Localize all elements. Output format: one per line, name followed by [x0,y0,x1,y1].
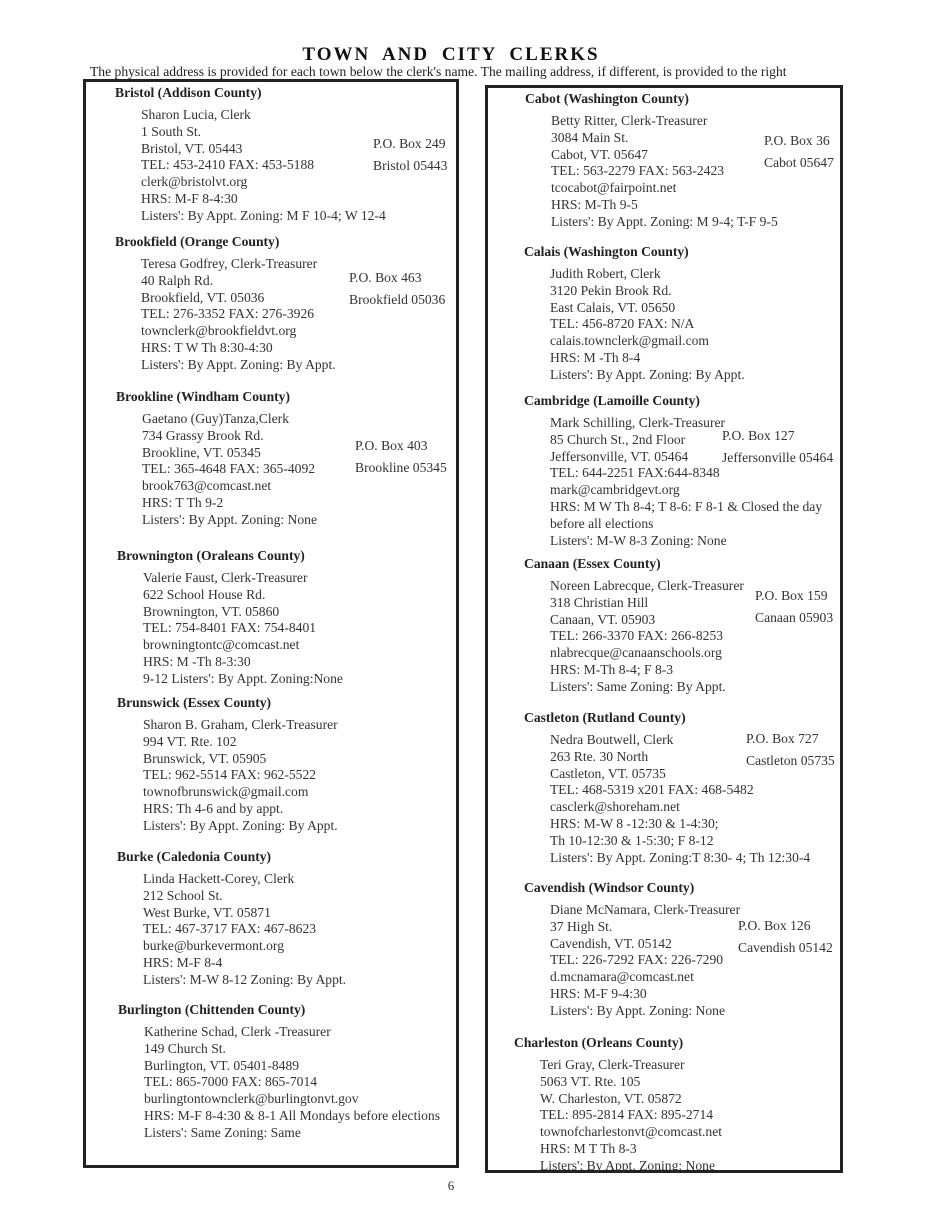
town-name: Burlington (Chittenden County) [118,1002,306,1017]
mailing-line: Cavendish 05142 [738,940,833,955]
detail-line: Brunswick, VT. 05905 [143,750,267,766]
detail-line: 212 School St. [143,887,223,903]
detail-line: Gaetano (Guy)Tanza,Clerk [142,411,290,426]
detail-line: d.mcnamara@comcast.net [550,969,694,985]
detail-line: Listers': M-W 8-12 Zoning: By Appt. [143,971,347,987]
detail-line: Teri Gray, Clerk-Treasurer [540,1057,685,1072]
detail-line: 734 Grassy Brook Rd. [142,427,264,443]
detail-line: HRS: M-F 8-4:30 & 8-1 All Mondays before elections [144,1107,441,1123]
detail-line: brook763@comcast.net [142,478,272,494]
detail-line: Mark Schilling, Clerk-Treasurer [550,415,726,430]
detail-line: Listers': Same Zoning: Same [144,1124,301,1140]
detail-line: clerk@bristolvt.org [141,174,248,190]
mailing-address [755,585,833,629]
mailing-address [349,267,445,311]
detail-line: before all elections [550,515,654,531]
clerk-details [142,411,317,529]
town-name: Bristol (Addison County) [115,85,262,100]
detail-line: Linda Hackett-Corey, Clerk [143,871,295,886]
detail-line: calais.townclerk@gmail.com [550,333,709,349]
detail-line: HRS: T W Th 8:30-4:30 [141,339,273,355]
mailing-line: P.O. Box 36 [764,133,830,148]
detail-line: HRS: M-F 8-4:30 [141,190,238,206]
detail-line: 9-12 Listers': By Appt. Zoning:None [143,670,343,686]
mailing-line: Cabot 05647 [764,155,834,170]
clerk-entry [117,695,338,835]
detail-line: 3084 Main St. [551,129,629,145]
mailing-line: Brookline 05345 [355,460,447,475]
clerk-details [551,113,778,231]
detail-line: TEL: 865-7000 FAX: 865-7014 [144,1074,318,1090]
detail-line: Listers': By Appt. Zoning: By Appt. [143,817,338,833]
detail-line: 318 Christian Hill [550,594,649,610]
detail-line: Judith Robert, Clerk [550,266,661,281]
clerk-entry [117,548,343,688]
detail-line: East Calais, VT. 05650 [550,299,676,315]
detail-line: Bristol, VT. 05443 [141,140,243,156]
mailing-line: Canaan 05903 [755,610,834,625]
detail-line: HRS: T Th 9-2 [142,494,224,510]
clerk-entry [524,244,745,384]
mailing-line: P.O. Box 403 [355,438,428,453]
detail-line: Canaan, VT. 05903 [550,611,656,627]
detail-line: HRS: M T Th 8-3 [540,1140,637,1156]
detail-line: TEL: 644-2251 FAX:644-8348 [550,465,720,481]
clerk-details [143,871,346,989]
town-name: Brunswick (Essex County) [117,695,272,710]
detail-line: townclerk@brookfieldvt.org [141,323,297,339]
detail-line: nlabrecque@canaanschools.org [550,645,722,661]
detail-line: 37 High St. [550,918,613,934]
mailing-line: P.O. Box 249 [373,136,446,151]
detail-line: Listers': By Appt. Zoning: None [142,511,318,527]
clerk-details [143,570,343,688]
town-name: Cavendish (Windsor County) [524,880,695,895]
mailing-address [355,435,447,479]
detail-line: 149 Church St. [144,1040,226,1056]
detail-line: Nedra Boutwell, Clerk [550,732,674,747]
mailing-line: Bristol 05443 [373,158,448,173]
clerk-details [141,107,386,225]
detail-line: HRS: M-Th 8-4; F 8-3 [550,661,674,677]
detail-line: townofcharlestonvt@comcast.net [540,1124,723,1140]
clerk-entry [524,880,740,1020]
town-name: Canaan (Essex County) [524,556,661,571]
detail-line: Valerie Faust, Clerk-Treasurer [143,570,308,585]
detail-line: Listers': Same Zoning: By Appt. [550,678,726,694]
detail-line: Brownington, VT. 05860 [143,603,280,619]
clerk-entry [514,1035,722,1175]
town-name: Brookline (Windham County) [116,389,290,404]
clerk-entry [524,556,744,696]
town-name: Castleton (Rutland County) [524,710,686,725]
mailing-address [373,133,447,177]
detail-line: 3120 Pekin Brook Rd. [550,282,672,298]
detail-line: TEL: 226-7292 FAX: 226-7290 [550,952,724,968]
detail-line: HRS: M-W 8 -12:30 & 1-4:30; [550,815,719,831]
mailing-line: Castleton 05735 [746,753,835,768]
mailing-address [746,728,835,772]
clerk-entry [115,85,386,225]
detail-line: Listers': By Appt. Zoning: M 9-4; T-F 9-5 [551,213,778,229]
detail-line: Katherine Schad, Clerk -Treasurer [144,1024,331,1039]
clerk-entry [116,389,317,529]
clerk-details [143,717,338,835]
clerk-details [550,266,745,384]
detail-line: 40 Ralph Rd. [141,272,214,288]
town-name: Cambridge (Lamoille County) [524,393,700,408]
detail-line: HRS: M-F 8-4 [143,954,223,970]
detail-line: TEL: 467-3717 FAX: 467-8623 [143,921,317,937]
clerk-entry [115,234,336,374]
detail-line: TEL: 962-5514 FAX: 962-5522 [143,767,317,783]
detail-line: TEL: 453-2410 FAX: 453-5188 [141,157,315,173]
detail-line: Listers': By Appt. Zoning: M F 10-4; W 12-4 [141,207,386,223]
mailing-line: P.O. Box 463 [349,270,422,285]
detail-line: 85 Church St., 2nd Floor [550,431,686,447]
detail-line: Sharon Lucia, Clerk [141,107,251,122]
detail-line: TEL: 365-4648 FAX: 365-4092 [142,461,316,477]
detail-line: Listers': By Appt. Zoning: None [550,1002,726,1018]
clerk-entry [118,1002,440,1142]
detail-line: HRS: M W Th 8-4; T 8-6: F 8-1 & Closed the day [550,498,823,514]
detail-line: West Burke, VT. 05871 [143,904,271,920]
detail-line: Cavendish, VT. 05142 [550,935,672,951]
town-name: Brownington (Oraleans County) [117,548,305,563]
detail-line: browningtontc@comcast.net [143,637,300,653]
town-name: Brookfield (Orange County) [115,234,280,249]
clerk-details [550,902,740,1020]
detail-line: Th 10-12:30 & 1-5:30; F 8-12 [550,832,714,848]
clerk-entry [525,91,778,231]
clerk-details [141,256,336,374]
mailing-address [722,425,833,469]
detail-line: Noreen Labrecque, Clerk-Treasurer [550,578,744,593]
detail-line: HRS: M-F 9-4:30 [550,985,647,1001]
clerk-entry [524,393,822,549]
detail-line: TEL: 456-8720 FAX: N/A [550,316,695,332]
detail-line: TEL: 895-2814 FAX: 895-2714 [540,1107,714,1123]
detail-line: Diane McNamara, Clerk-Treasurer [550,902,741,917]
page-subtitle: The physical address is provided for each town below the clerk's name. The mailing address, if different, is provided to the right [90,64,787,79]
detail-line: TEL: 266-3370 FAX: 266-8253 [550,628,724,644]
mailing-address [738,915,833,959]
town-name: Charleston (Orleans County) [514,1035,684,1050]
detail-line: Listers': By Appt. Zoning: By Appt. [550,366,745,382]
clerk-details [550,578,744,696]
detail-line: W. Charleston, VT. 05872 [540,1090,682,1106]
page-title: TOWN AND CITY CLERKS [302,44,600,65]
detail-line: HRS: Th 4-6 and by appt. [143,800,284,816]
detail-line: burlingtontownclerk@burlingtonvt.gov [144,1091,359,1107]
detail-line: Listers': By Appt. Zoning:T 8:30- 4; Th 12:30-4 [550,849,811,865]
clerk-details [144,1024,440,1142]
mailing-line: Brookfield 05036 [349,292,446,307]
detail-line: Sharon B. Graham, Clerk-Treasurer [143,717,338,732]
detail-line: Listers': M-W 8-3 Zoning: None [550,532,727,548]
detail-line: TEL: 468-5319 x201 FAX: 468-5482 [550,782,754,798]
detail-line: TEL: 563-2279 FAX: 563-2423 [551,163,725,179]
mailing-line: P.O. Box 159 [755,588,828,603]
clerk-details [540,1057,722,1175]
mailing-address [764,130,834,174]
detail-line: Jeffersonville, VT. 05464 [550,448,689,464]
clerk-entry [117,849,346,989]
mailing-line: P.O. Box 127 [722,428,795,443]
detail-line: TEL: 754-8401 FAX: 754-8401 [143,620,317,636]
town-name: Calais (Washington County) [524,244,689,259]
detail-line: Burlington, VT. 05401-8489 [144,1057,300,1073]
detail-line: Cabot, VT. 05647 [551,146,648,162]
detail-line: Listers': By Appt. Zoning: By Appt. [141,356,336,372]
detail-line: 622 School House Rd. [143,586,266,602]
detail-line: Castleton, VT. 05735 [550,765,666,781]
town-name: Burke (Caledonia County) [117,849,272,864]
mailing-line: P.O. Box 727 [746,731,819,746]
detail-line: 1 South St. [141,123,202,139]
mailing-line: P.O. Box 126 [738,918,811,933]
detail-line: HRS: M-Th 9-5 [551,196,638,212]
detail-line: casclerk@shoreham.net [550,799,680,815]
detail-line: TEL: 276-3352 FAX: 276-3926 [141,306,315,322]
town-name: Cabot (Washington County) [525,91,689,106]
detail-line: Teresa Godfrey, Clerk-Treasurer [141,256,318,271]
detail-line: 5063 VT. Rte. 105 [540,1073,641,1089]
detail-line: HRS: M -Th 8-3:30 [143,653,251,669]
detail-line: townofbrunswick@gmail.com [143,784,309,800]
detail-line: 994 VT. Rte. 102 [143,733,237,749]
page-number: 6 [447,1178,455,1193]
detail-line: Listers': By Appt. Zoning: None [540,1157,716,1173]
detail-line: burke@burkevermont.org [143,938,284,954]
mailing-line: Jeffersonville 05464 [722,450,834,465]
detail-line: 263 Rte. 30 North [550,748,649,764]
detail-line: Brookline, VT. 05345 [142,444,261,460]
detail-line: HRS: M -Th 8-4 [550,349,641,365]
detail-line: tcocabot@fairpoint.net [551,180,677,196]
detail-line: Brookfield, VT. 05036 [141,289,265,305]
detail-line: mark@cambridgevt.org [550,482,680,498]
detail-line: Betty Ritter, Clerk-Treasurer [551,113,708,128]
